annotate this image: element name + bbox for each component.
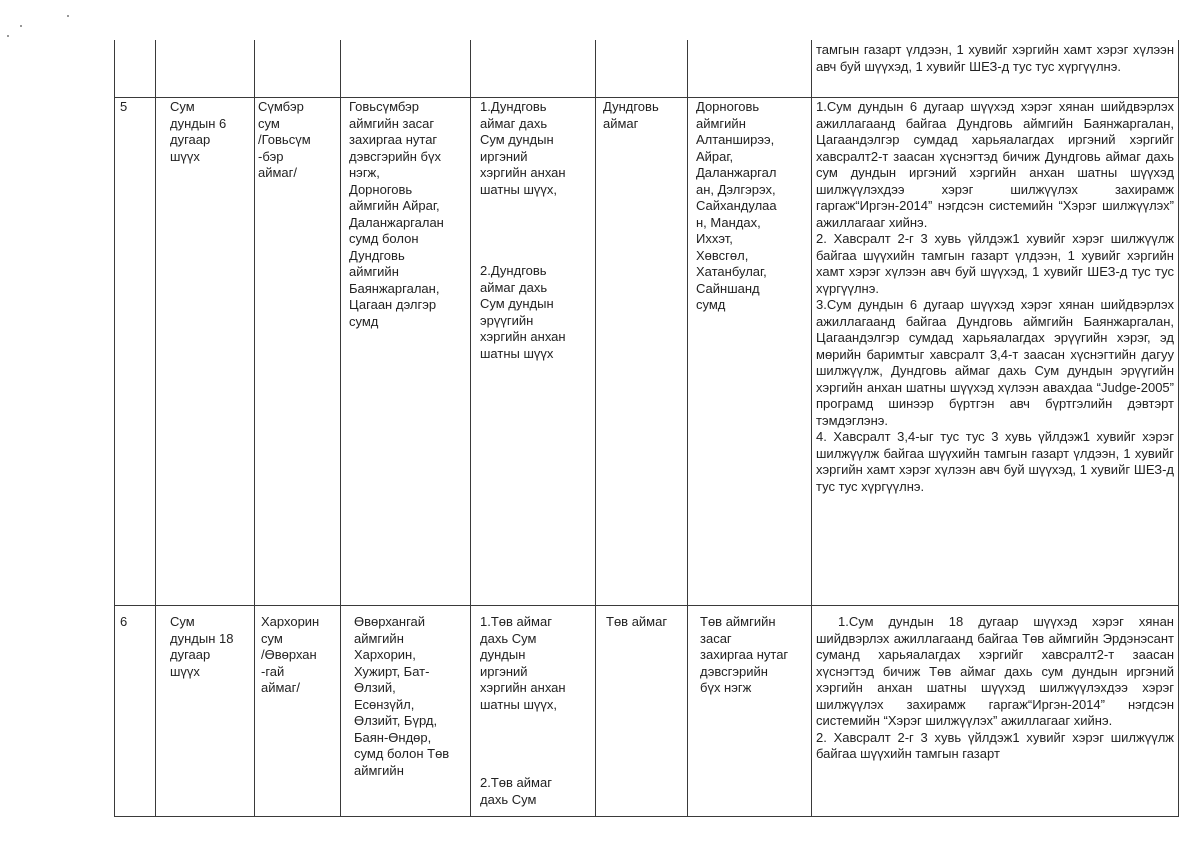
jurisdiction-line: сумд болон Төв xyxy=(354,746,450,761)
transfer-line: хэргийн анхан xyxy=(480,680,566,695)
seat-line: аймаг/ xyxy=(261,680,301,695)
court-name xyxy=(170,614,252,680)
soum-line: дэвсгэрийн xyxy=(700,663,768,679)
transfer-line: 2.Төв аймаг xyxy=(480,775,552,790)
receiving-aimag: Дундговь аймаг xyxy=(603,99,659,131)
jurisdiction-line: Өвөрхангай xyxy=(354,614,426,629)
jurisdiction-line: Дундговь xyxy=(349,247,405,263)
soum-line: Хөвсгөл, xyxy=(696,247,749,263)
soum-line: н, Мандах, xyxy=(696,214,761,230)
court-name xyxy=(170,99,252,165)
seat-line: Хархорин xyxy=(261,614,320,629)
transfer-line: Сум дундын xyxy=(480,132,554,147)
transfer-line: шатны шүүх, xyxy=(480,696,558,712)
court-line: дундын 6 xyxy=(170,115,227,131)
transfer-line: хэргийн анхан xyxy=(480,165,566,180)
court-line: шүүх xyxy=(170,663,200,679)
seat-line: сум xyxy=(261,630,283,646)
soum-line: захиргаа нутаг xyxy=(700,647,789,662)
transfer-line: дахь Сум xyxy=(480,630,537,646)
transfer-court-criminal xyxy=(480,775,590,808)
soum-line: Алтанширээ, xyxy=(696,132,775,147)
jurisdiction-line: Есөнзүйл, xyxy=(354,696,415,712)
soum-line: аймгийн xyxy=(696,115,746,131)
soum-list xyxy=(700,614,808,697)
jurisdiction-line: Даланжаргалан xyxy=(349,214,444,230)
jurisdiction-line: нэгж, xyxy=(349,165,380,180)
row-number: 5 xyxy=(120,99,128,114)
jurisdiction-line: аймгийн xyxy=(354,630,404,646)
jurisdiction-line: Өлзий, xyxy=(354,680,396,695)
transfer-table xyxy=(114,40,1179,817)
continuation-paragraph: тамгын газарт үлдээн, 1 хувийг хэргийн хамт хэрэг хүлээн авч буй шүүхэд, 1 хувийг ШЕЗ-д тус тус хүргүүлнэ. xyxy=(816,42,1174,74)
jurisdiction-line: Цагаан дэлгэр xyxy=(349,297,437,312)
court-seat xyxy=(258,99,338,182)
transfer-line: аймаг дахь xyxy=(480,115,548,131)
jurisdiction-line: аймгийн засаг xyxy=(349,115,435,131)
soum-line: бүх нэгж xyxy=(700,680,752,695)
transfer-line: 1.Төв аймаг xyxy=(480,614,552,629)
instruction-paragraph: 3.Сум дундын 6 дугаар шүүхэд хэрэг хянан шийдвэрлэх ажиллагаанд байгаа Дундговь аймгийн Баянжаргалан, Цагаандэлгэр сумдад харьяалагдах эрүүгийн хэрэг, эд мөрийн баримтыг хавсралт 3,4-т заасан хүснэгтийн дагуу шилжүүлж, Дундговь аймаг дахь Сум дундын эрүүгийн хэргийн анхан шатны шүүхэд хүлээн авахдаа “Judge-2005” програмд шинээр бүртгэн авч бүртгэлийн дэвтэрт тэмдэглэнэ. xyxy=(816,297,1174,428)
jurisdiction xyxy=(349,99,467,330)
soum-line: Төв аймгийн xyxy=(700,614,776,629)
soum-line: Даланжаргал xyxy=(696,165,777,180)
soum-line: Айраг, xyxy=(696,148,734,164)
jurisdiction xyxy=(354,614,468,779)
continuation-instructions xyxy=(816,42,1174,96)
jurisdiction-line: дэвсгэрийн бүх xyxy=(349,148,441,164)
transfer-line: эрүүгийн xyxy=(480,312,534,328)
jurisdiction-line: сумд xyxy=(349,313,379,329)
transfer-line: шатны шүүх, xyxy=(480,181,558,197)
soum-line: сумд xyxy=(696,297,726,312)
court-line: шүүх xyxy=(170,148,200,164)
jurisdiction-line: сумд болон xyxy=(349,231,419,246)
jurisdiction-line: Баянжаргалан, xyxy=(349,280,440,296)
seat-line: Сүмбэр xyxy=(258,99,304,114)
seat-line: сум xyxy=(258,115,280,131)
court-seat xyxy=(261,614,339,697)
jurisdiction-line: Баян-Өндөр, xyxy=(354,729,432,745)
instruction-paragraph: 4. Хавсралт 3,4-ыг тус тус 3 хувь үйлдэж1 хувийг хэрэг шилжүүлж байгаа шүүхийн тамгын газарт үлдээн, 1 хувийг хэргийн хамт хэрэг хүлээн авч буй шүүхэд, 1 хувийг ШЕЗ-д тус тус хүргүүлнэ. xyxy=(816,429,1174,494)
instruction-paragraph: 1.Сум дундын 18 дугаар шүүхэд хэрэг хянан шийдвэрлэх ажиллагаанд байгаа Төв аймгийн Эрдэнэсант суманд харьяалагдах хэргийг хавсралт2-т заасан хүснэгтэд бичиж Төв аймаг дахь сум дундын иргэний хэргийн анхан шатны шүүхэд шилжүүлэхдээ хэрэг шилжүүлэх захирамж гаргаж“Иргэн-2014” нэгдсэн системийн “Хэрэг шилжүүлэх” ажиллагааг хийнэ. xyxy=(816,614,1174,728)
receiving-aimag: Төв аймаг xyxy=(606,614,668,629)
transfer-court-criminal xyxy=(480,263,590,362)
court-line: дундын 18 xyxy=(170,630,234,646)
instruction-paragraph: 2. Хавсралт 2-г 3 хувь үйлдэж1 хувийг хэрэг шилжүүлж байгаа шүүхийн тамгын газарт үлдээн, 1 хувийг хэргийн хамт хэрэг хүлээн авч буй шүүхэд, 1 хувийг ШЕЗ-д тус тус хүргүүлнэ. xyxy=(816,231,1174,296)
seat-line: -гай xyxy=(261,663,285,679)
soum-line: Сайхандулаа xyxy=(696,198,777,213)
transfer-line: дахь Сум xyxy=(480,791,537,807)
jurisdiction-line: Хархорин, xyxy=(354,647,416,662)
soum-line: засаг xyxy=(700,630,732,646)
seat-line: /Өвөрхан xyxy=(261,647,317,662)
seat-line: /Говьсүм xyxy=(258,132,311,147)
transfer-line: хэргийн анхан xyxy=(480,329,566,344)
instructions xyxy=(816,614,1174,815)
court-line: Сум xyxy=(170,614,195,629)
instruction-paragraph: 1.Сум дундын 6 дугаар шүүхэд хэрэг хянан шийдвэрлэх ажиллагаанд байгаа Дундговь аймгийн Баянжаргалан, Цагаандэлгэр сумдад харьяалагдах иргэний хэргийг хавсралт2-т заасан хүснэгтэд бичиж Дундговь аймаг дахь сум дундын иргэний хэргийн анхан шатны шүүхэд шилжүүлэхдээ хэрэг шилжүүлэх захирамж гаргаж“Иргэн-2014” нэгдсэн системийн “Хэрэг шилжүүлэх” ажиллагааг хийнэ. xyxy=(816,99,1174,230)
transfer-court-civil xyxy=(480,99,590,198)
jurisdiction-line: аймгийн xyxy=(349,264,399,279)
transfer-line: иргэний xyxy=(480,148,528,164)
seat-line: -бэр xyxy=(258,148,284,164)
jurisdiction-line: аймгийн Айраг, xyxy=(349,198,440,213)
court-line: дугаар xyxy=(170,132,211,147)
jurisdiction-line: Өлзийт, Бүрд, xyxy=(354,713,438,728)
court-line: Сум xyxy=(170,99,195,114)
row-number: 6 xyxy=(120,614,128,629)
instruction-paragraph: 2. Хавсралт 2-г 3 хувь үйлдэж1 хувийг хэрэг шилжүүлж байгаа шүүхийн тамгын газарт xyxy=(816,729,1174,761)
jurisdiction-line: захиргаа нутаг xyxy=(349,132,438,147)
transfer-line: Сум дундын xyxy=(480,296,554,311)
court-line: дугаар xyxy=(170,647,211,662)
transfer-line: 1.Дундговь xyxy=(480,99,547,114)
soum-line: Дорноговь xyxy=(696,99,760,114)
soum-line: ан, Дэлгэрэх, xyxy=(696,181,776,197)
soum-line: Иххэт, xyxy=(696,231,733,246)
soum-list xyxy=(696,99,808,314)
jurisdiction-line: Дорноговь xyxy=(349,181,413,197)
instructions xyxy=(816,99,1174,604)
transfer-line: дундын xyxy=(480,647,526,662)
transfer-line: аймаг дахь xyxy=(480,279,548,295)
transfer-court-civil xyxy=(480,614,590,713)
transfer-line: иргэний xyxy=(480,663,528,679)
transfer-line: шатны шүүх xyxy=(480,345,554,361)
jurisdiction-line: Говьсүмбэр xyxy=(349,99,420,114)
jurisdiction-line: аймгийн xyxy=(354,762,404,778)
soum-line: Сайншанд xyxy=(696,280,760,296)
transfer-line: 2.Дундговь xyxy=(480,263,547,278)
jurisdiction-line: Хужирт, Бат- xyxy=(354,663,430,679)
seat-line: аймаг/ xyxy=(258,165,298,180)
soum-line: Хатанбулаг, xyxy=(696,264,767,279)
